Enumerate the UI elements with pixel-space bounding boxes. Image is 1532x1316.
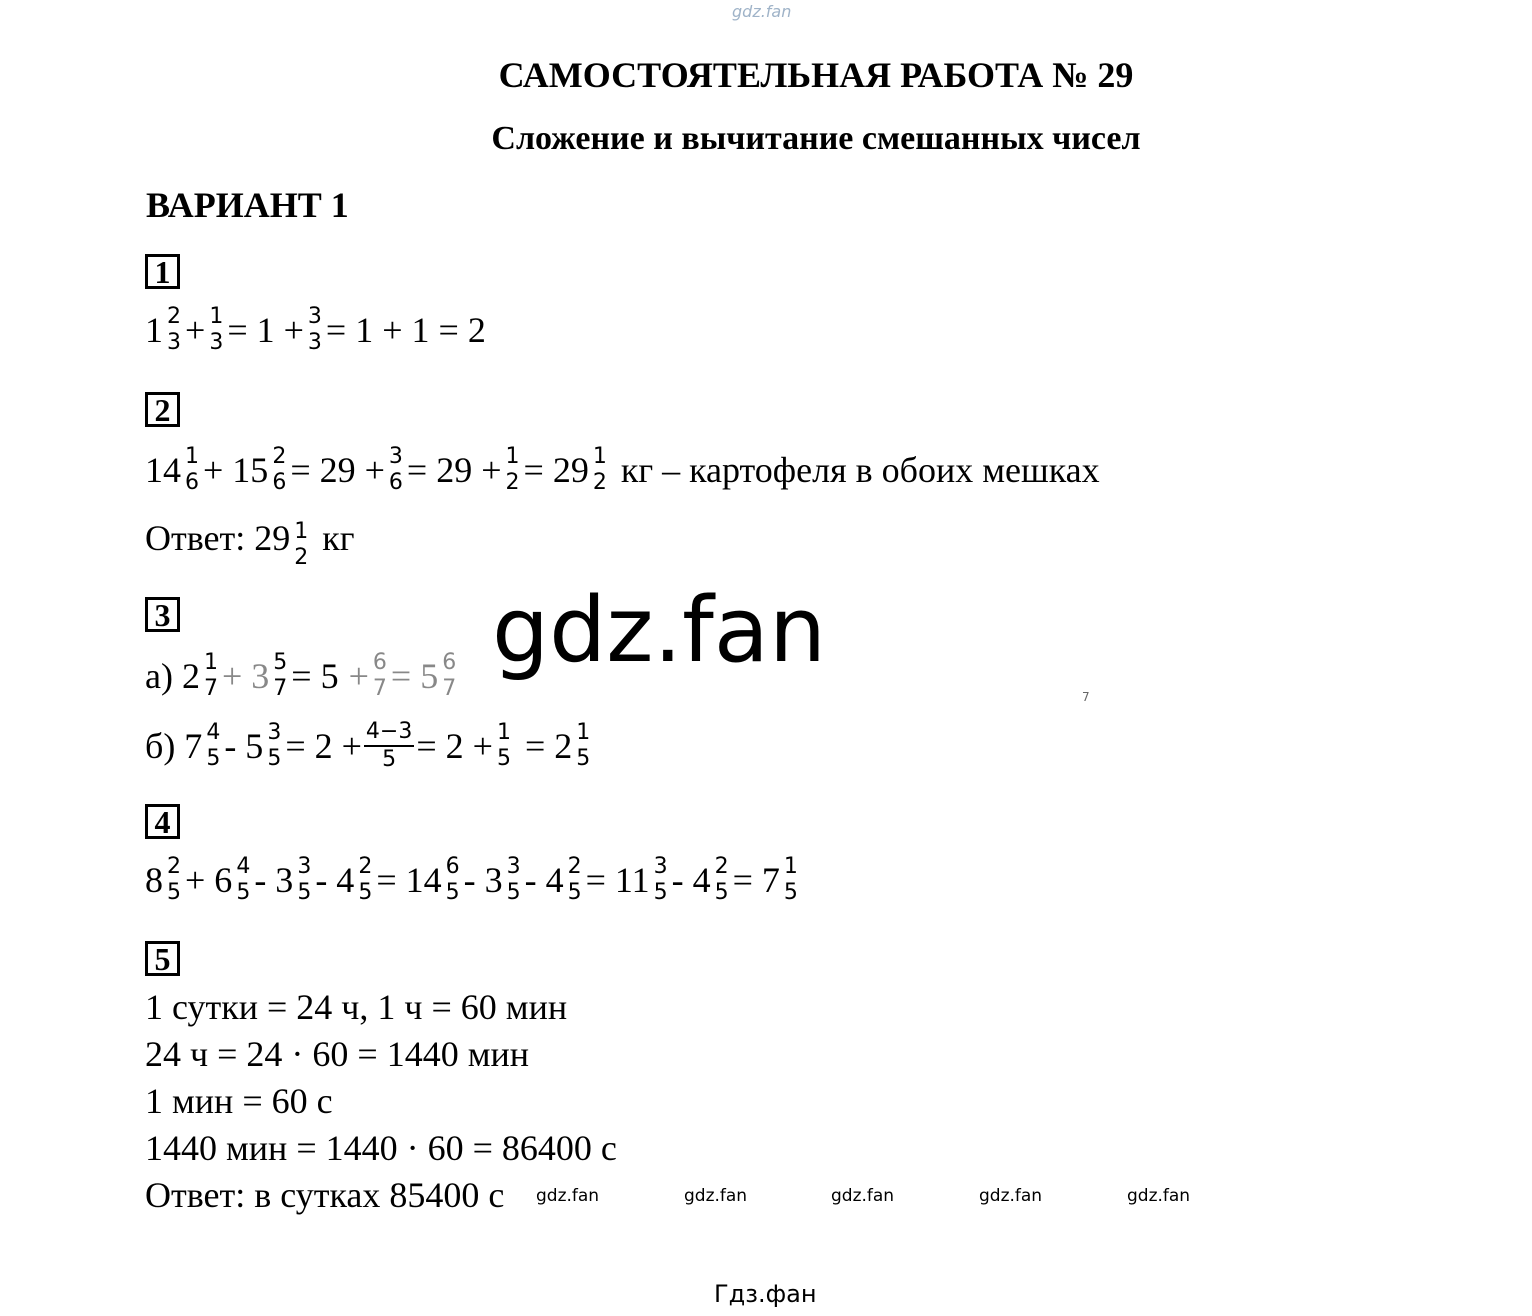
fraction: 4 5	[206, 720, 221, 771]
text: а) 2	[145, 656, 200, 696]
text: = 7	[732, 860, 780, 900]
fraction: 1 2	[294, 519, 309, 570]
fraction: 2 5	[167, 854, 181, 905]
text: + 6	[185, 860, 233, 900]
text: = 2 +	[285, 726, 362, 766]
fraction: 3 3	[307, 304, 322, 355]
task3a-equation	[145, 646, 460, 706]
text: б) 7	[145, 726, 203, 766]
watermark-large: gdz.fan	[492, 578, 826, 683]
task-number-3: 3	[145, 597, 180, 632]
fraction: 1 5	[576, 720, 591, 771]
task-number-2: 2	[145, 392, 180, 427]
text: - 4	[671, 860, 711, 900]
fraction: 2 3	[167, 304, 181, 355]
fraction: 2 5	[567, 854, 582, 905]
page-subtitle: Сложение и вычитание смешанных чисел	[491, 120, 1141, 157]
text: 14	[145, 450, 181, 490]
text: 1	[145, 310, 163, 350]
watermark-top: gdz.fan	[732, 2, 792, 21]
fraction: 2 6	[272, 444, 287, 495]
text: = 5	[291, 656, 339, 696]
text: = 2	[524, 726, 573, 766]
text: - 4	[524, 860, 564, 900]
text: = 29 +	[406, 450, 502, 490]
text: кг – картофеля в обоих мешках	[620, 450, 1100, 490]
watermark-small: gdz.fan	[831, 1186, 895, 1206]
fraction: 3 5	[653, 854, 668, 905]
task5-line: 1440 мин = 1440 · 60 = 86400 с	[145, 1128, 617, 1168]
text: кг	[322, 518, 355, 558]
fraction: 3 5	[297, 854, 312, 905]
text: Ответ: 29	[145, 518, 291, 558]
text: = 1 + 1 = 2	[325, 310, 486, 350]
fraction: 2 5	[358, 854, 373, 905]
watermark-small: gdz.fan	[536, 1186, 600, 1206]
text: + 15	[203, 450, 269, 490]
fraction: 1 7	[203, 650, 218, 701]
fraction: 1 6	[185, 444, 199, 495]
text: - 3	[463, 860, 503, 900]
fraction: 4 5	[236, 854, 251, 905]
watermark-small: gdz.fan	[979, 1186, 1043, 1206]
task-number-4: 4	[145, 804, 180, 839]
fraction: 1 5	[496, 720, 511, 771]
watermark-small: gdz.fan	[1127, 1186, 1191, 1206]
task4-equation	[145, 850, 802, 910]
text: = 29 +	[290, 450, 385, 490]
fraction: 6 7	[442, 650, 457, 701]
task5-line: 24 ч = 24 · 60 = 1440 мин	[145, 1034, 530, 1074]
text: +	[185, 310, 206, 350]
page-title: САМОСТОЯТЕЛЬНАЯ РАБОТА № 29	[498, 55, 1134, 95]
fraction: 3 6	[388, 444, 403, 495]
task5-answer: Ответ: в сутках 85400 с	[145, 1175, 505, 1215]
fraction: 1 5	[783, 854, 798, 905]
variant-heading: ВАРИАНТ 1	[146, 185, 349, 225]
text: = 1 +	[227, 310, 304, 350]
text: - 3	[254, 860, 294, 900]
task3b-equation	[145, 716, 594, 776]
text: - 5	[224, 726, 264, 766]
task-number-1: 1	[145, 254, 180, 289]
task-number-5: 5	[145, 941, 180, 976]
text: +	[348, 656, 369, 696]
task5-line: 1 сутки = 24 ч, 1 ч = 60 мин	[145, 987, 568, 1027]
task5-line: 1 мин = 60 с	[145, 1081, 333, 1121]
fraction: 1 3	[209, 304, 224, 355]
task2-answer	[145, 508, 355, 568]
fraction: 2 5	[714, 854, 729, 905]
task2-equation	[145, 440, 1100, 500]
task1-equation	[145, 300, 486, 360]
text: = 11	[585, 860, 650, 900]
text: 8	[145, 860, 163, 900]
watermark-bottom: Гдз.фан	[714, 1280, 817, 1308]
fraction: 1 2	[505, 444, 520, 495]
fraction: 6 7	[372, 650, 387, 701]
text: = 5	[390, 656, 439, 696]
fraction: 5 7	[273, 650, 288, 701]
watermark-small: gdz.fan	[684, 1186, 748, 1206]
text: + 3	[221, 656, 270, 696]
text: = 2 +	[416, 726, 493, 766]
fraction: 3 5	[506, 854, 521, 905]
fraction: $\frac{4-3}{5}$	[365, 719, 413, 772]
fraction: 3 5	[267, 720, 282, 771]
text: = 29	[523, 450, 589, 490]
stray-mark: 7	[1082, 690, 1090, 704]
text: = 14	[376, 860, 442, 900]
text: - 4	[315, 860, 355, 900]
fraction: 1 2	[592, 444, 607, 495]
fraction: 6 5	[445, 854, 460, 905]
